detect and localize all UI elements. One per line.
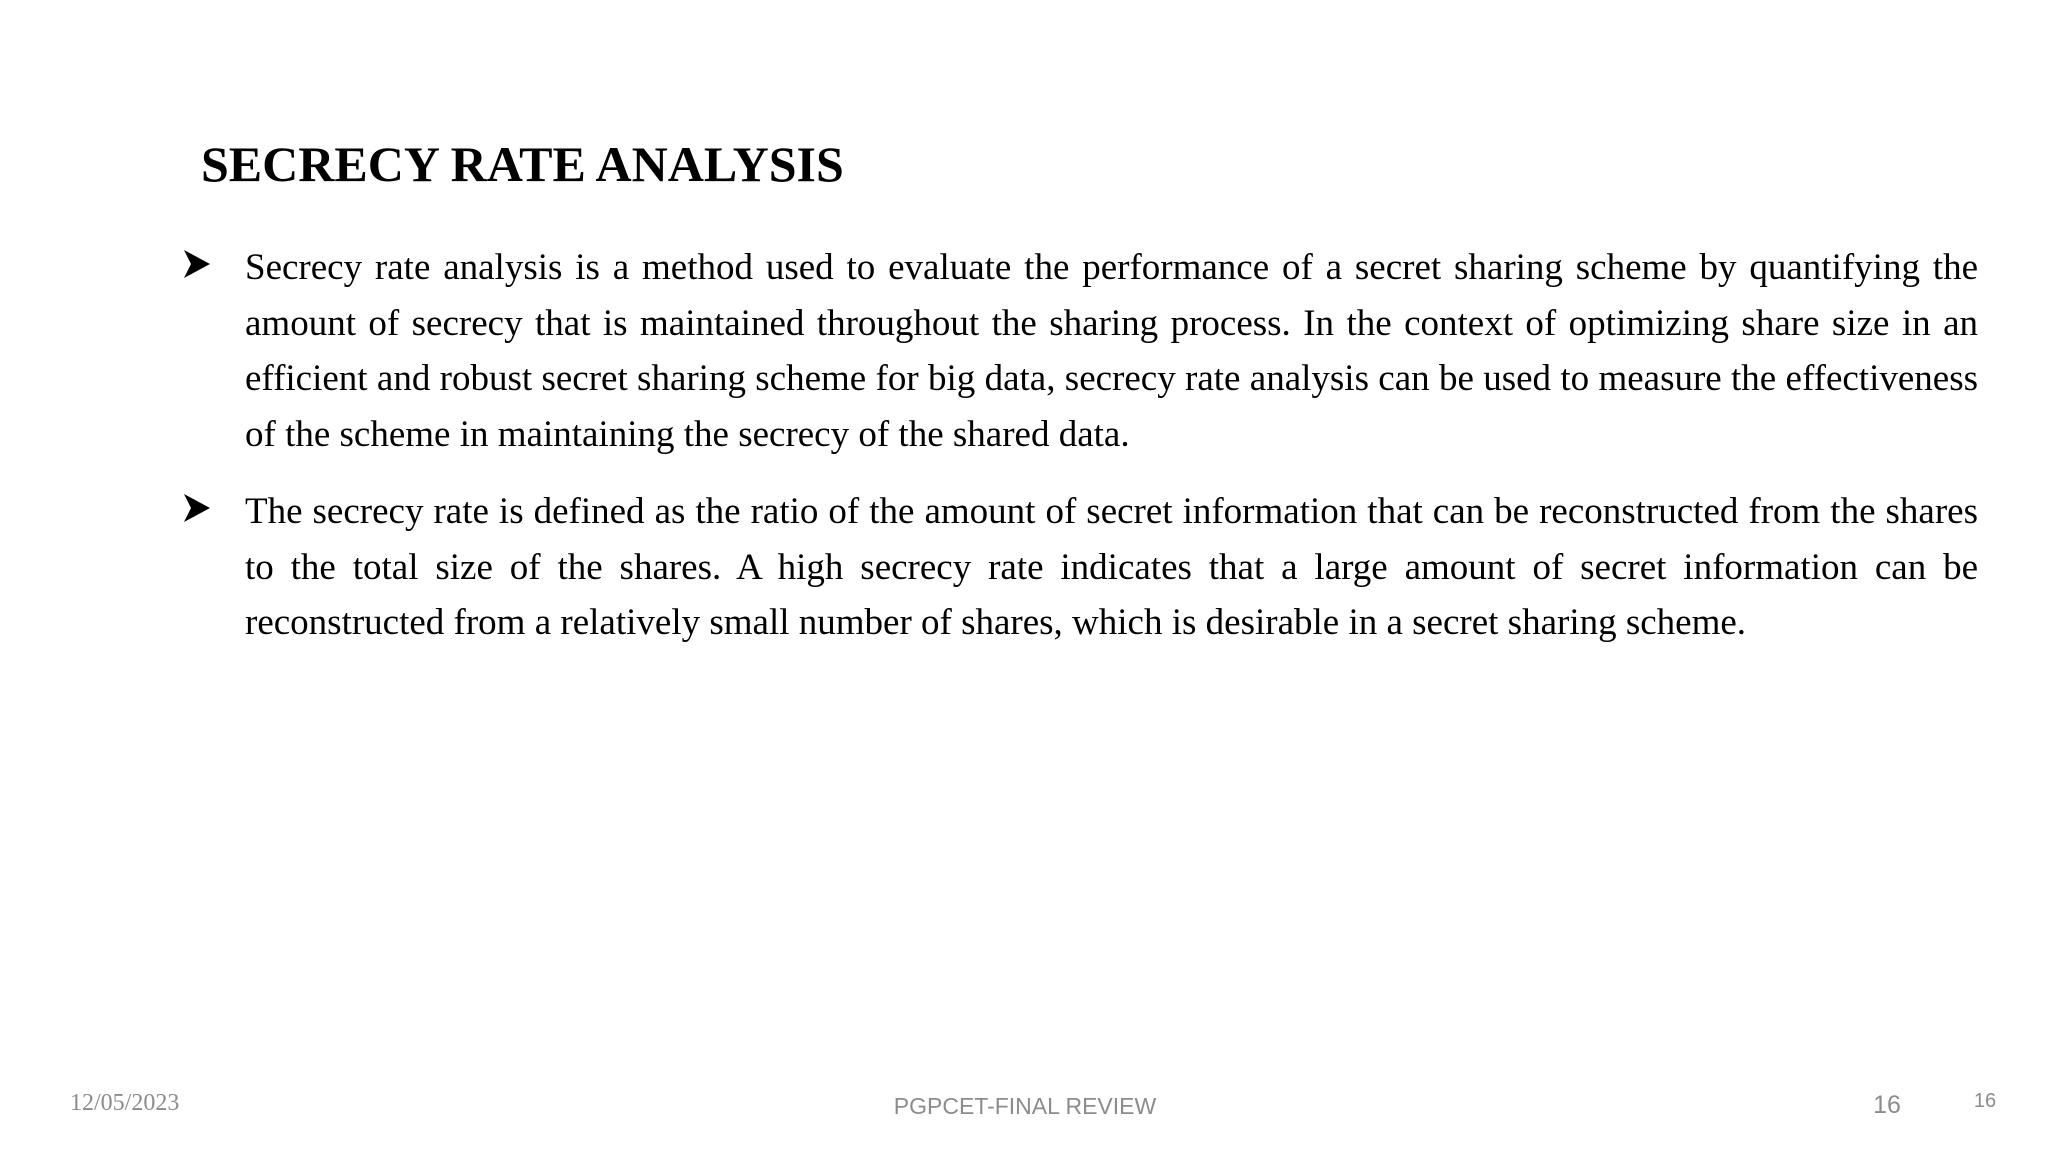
footer-date: 12/05/2023	[70, 1090, 180, 1116]
slide-number: 16	[1973, 1090, 1997, 1112]
arrowhead-bullet-icon	[182, 488, 212, 528]
bullet-text: The secrecy rate is defined as the ratio of the amount of secret information that can be reconstructed from the shares to the total size of the shares. A high secrecy rate indicates that a large amount of secret information can be reconstructed from a relatively small number of shares, which is desirable in a secret sharing scheme.	[245, 491, 1978, 643]
page-number: 16	[1873, 1091, 1901, 1119]
arrowhead-bullet-icon	[182, 244, 212, 284]
slide-title: SECRECY RATE ANALYSIS	[201, 136, 844, 192]
footer-title: PGPCET-FINAL REVIEW	[893, 1093, 1157, 1119]
bullet-list	[176, 240, 1978, 673]
bullet-item	[176, 240, 1978, 462]
bullet-text: Secrecy rate analysis is a method used to evaluate the performance of a secret sharing scheme by quantifying the amount of secrecy that is maintained throughout the sharing process. In the context of optimizing share size in an efficient and robust secret sharing scheme for big data, secrecy rate analysis can be used to measure the effectiveness of the scheme in maintaining the secrecy of the shared data.	[245, 247, 1978, 455]
bullet-item	[176, 484, 1978, 651]
